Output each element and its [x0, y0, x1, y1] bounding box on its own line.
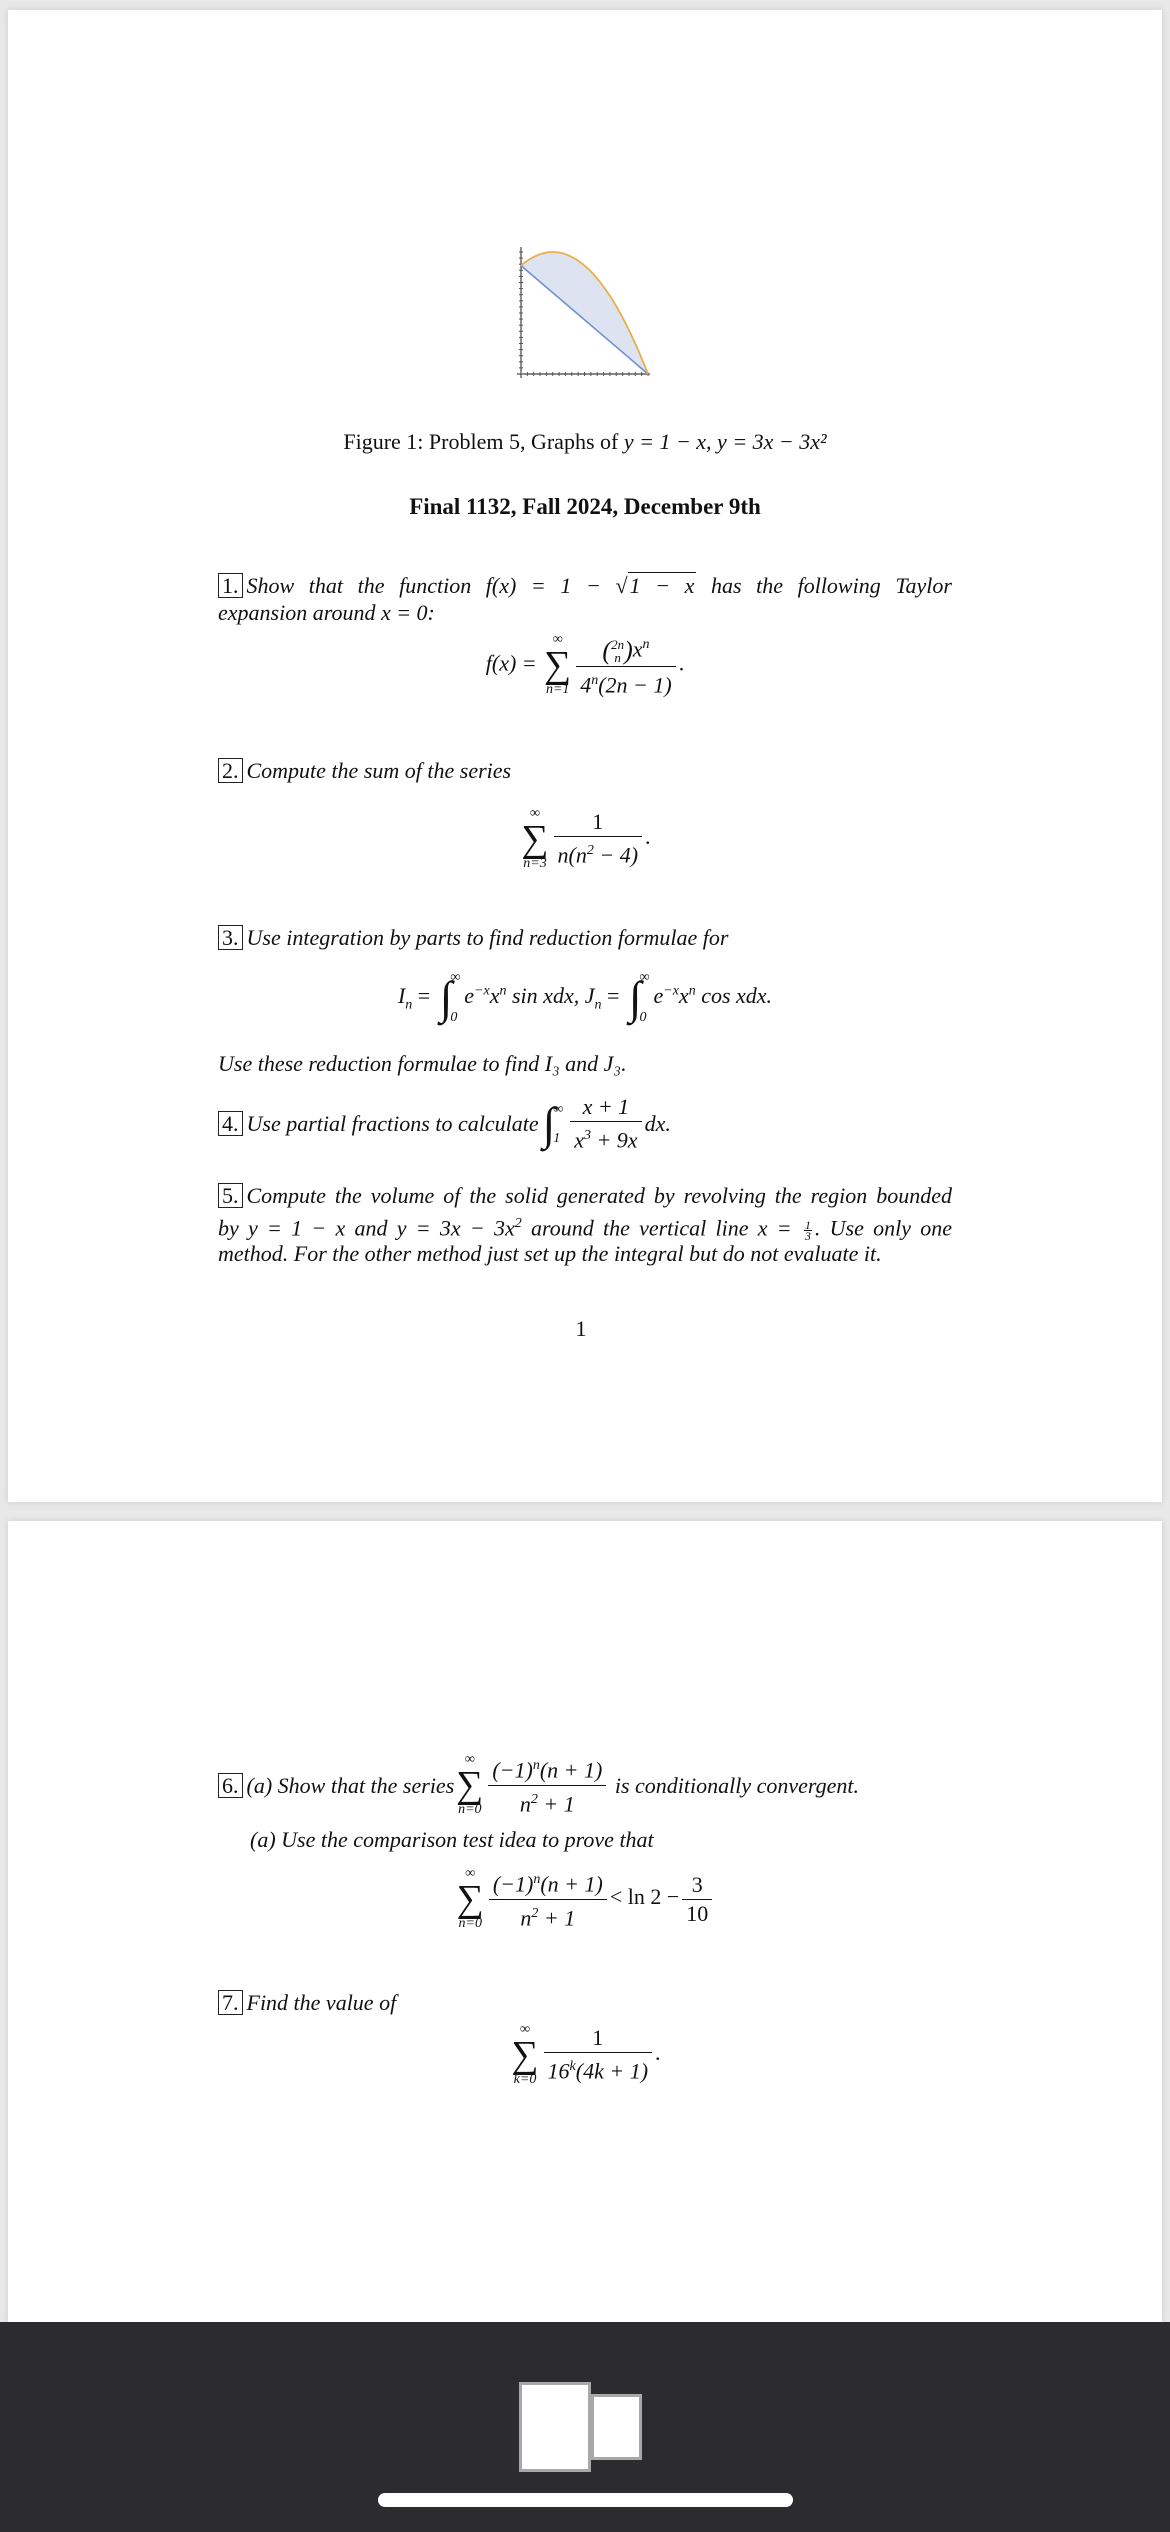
period: .: [645, 824, 651, 850]
upper-limit: ∞: [520, 2022, 530, 2037]
problem-4: [218, 1094, 671, 1153]
problem-7-text: [218, 1989, 396, 2016]
problem-6-part-a: [218, 1752, 859, 1818]
exam-title: Final 1132, Fall 2024, December 9th: [409, 494, 761, 519]
period: .: [655, 2040, 661, 2066]
numerator: 1: [544, 2025, 652, 2053]
summation: [457, 1866, 484, 1932]
integral: [440, 970, 461, 1026]
lower: 0: [450, 1010, 458, 1025]
exp: 2: [514, 1216, 522, 1231]
binom-bottom: n: [614, 650, 621, 666]
sigma: ∑: [456, 1878, 484, 1920]
num: x: [632, 636, 643, 662]
exp: n: [532, 1758, 540, 1774]
math: 1 − x: [629, 573, 695, 598]
exp: 2: [531, 1905, 539, 1921]
e: e: [464, 983, 475, 1009]
problem-number-2: 2.: [218, 758, 243, 783]
period: .: [678, 650, 685, 676]
problem-2-formula: [519, 806, 650, 872]
lower: 1: [553, 1130, 561, 1146]
problem-number-1: 1.: [218, 573, 243, 598]
integral: [629, 970, 650, 1026]
text: (a) Show that the series: [246, 1772, 455, 1798]
binom-top: 2n: [611, 637, 625, 653]
lower-limit: n=3: [523, 856, 547, 871]
I: I: [397, 983, 406, 1009]
text: Use partial fractions to calculate: [246, 1111, 539, 1137]
upper: ∞: [639, 970, 650, 985]
exp: 2: [586, 843, 594, 859]
figure-caption: [0, 428, 1170, 455]
summation: [511, 2022, 538, 2088]
sigma: ∑: [456, 1764, 484, 1806]
sigma: ∑: [544, 644, 572, 687]
numerator: 1: [804, 1217, 811, 1232]
exp: n: [642, 637, 650, 652]
text: has the following Taylor: [696, 573, 952, 598]
eq: =: [412, 983, 431, 1009]
num: (n + 1): [539, 1757, 603, 1783]
problem-3-followup: Use these reduction formulae to find I₃ and J₃.: [218, 1051, 627, 1076]
problem-number-7: 7.: [218, 1990, 243, 2015]
text: Compute the volume of the solid generated by revolving the region bounded: [246, 1183, 952, 1208]
sigma: ∑: [511, 2034, 539, 2076]
num: (−1): [492, 1757, 533, 1783]
fraction: [576, 632, 676, 699]
thumbnail-page-1[interactable]: [519, 2382, 591, 2472]
problem-1-formula: [486, 632, 684, 699]
problem-1-line-2: expansion around x = 0:: [218, 600, 435, 625]
den: + 1: [538, 1904, 576, 1930]
problem-3-text: [218, 924, 728, 951]
exp: n: [499, 983, 507, 999]
integral-sign: ∫: [628, 972, 642, 1023]
sub: n: [594, 997, 602, 1013]
exp: n: [688, 983, 696, 999]
relation: < ln 2 −: [609, 1884, 680, 1910]
sub: n: [405, 997, 413, 1013]
fraction: [570, 1094, 641, 1153]
J: J: [584, 983, 595, 1009]
figure-graph: [0, 0, 1170, 420]
denominator: 3: [804, 1228, 811, 1243]
summation: [456, 1752, 483, 1818]
caption-text: Figure 1: Problem 5, Graphs of: [343, 429, 624, 454]
upper-limit: ∞: [530, 806, 540, 821]
upper-limit: ∞: [464, 1752, 475, 1767]
integrand: cos xdx.: [695, 983, 773, 1009]
problem-3-formula: [398, 970, 772, 1026]
exp: k: [569, 2059, 576, 2075]
den: + 1: [537, 1790, 575, 1816]
problem-6-formula: [455, 1866, 716, 1932]
exp: 2: [530, 1791, 538, 1807]
fraction: [488, 1753, 606, 1817]
problem-number-3: 3.: [218, 925, 243, 950]
numerator: x + 1: [570, 1094, 641, 1122]
x: x: [489, 983, 500, 1009]
exp: −x: [663, 983, 679, 999]
fraction: [489, 1867, 607, 1931]
upper: ∞: [553, 1101, 564, 1117]
lower-limit: n=0: [458, 1802, 482, 1817]
problem-number-6: 6.: [218, 1773, 243, 1798]
den: + 9x: [590, 1127, 638, 1153]
lower-limit: n=1: [545, 682, 570, 698]
problem-number-4: 4.: [218, 1111, 243, 1136]
num: (n + 1): [540, 1871, 603, 1897]
text: is conditionally convergent.: [614, 1772, 860, 1798]
den: − 4): [593, 842, 639, 868]
text: by y = 1 − x and y = 3x − 3x: [218, 1215, 515, 1241]
numerator: 3: [682, 1872, 712, 1900]
problem-7-formula: [509, 2022, 660, 2088]
exp: n: [533, 1872, 541, 1888]
problem-6-part-b: (a) Use the comparison test idea to prove that: [250, 1827, 654, 1852]
upper-limit: ∞: [552, 632, 563, 648]
integral: [543, 1096, 564, 1152]
exp: −x: [474, 983, 490, 999]
den: n: [520, 1904, 532, 1930]
sigma: ∑: [521, 818, 549, 860]
problem-1-line-1: [218, 572, 952, 599]
den: x: [574, 1127, 584, 1153]
integrand: sin xdx,: [506, 983, 585, 1009]
home-indicator[interactable]: [378, 2493, 793, 2507]
thumbnail-page-2[interactable]: [591, 2394, 642, 2460]
x: x: [678, 983, 689, 1009]
den: 4: [580, 672, 592, 698]
text: around the vertical line x =: [521, 1215, 801, 1241]
lower-limit: k=0: [513, 2072, 537, 2087]
integral-sign: ∫: [542, 1097, 556, 1149]
caption-math: y = 1 − x, y = 3x − 3x²: [623, 429, 827, 454]
denominator: 10: [686, 1900, 709, 1926]
upper-limit: ∞: [465, 1866, 476, 1881]
dx: dx.: [644, 1111, 671, 1137]
summation: [521, 806, 548, 872]
summation: [544, 632, 571, 698]
text: Compute the sum of the series: [246, 758, 512, 783]
eq: =: [601, 983, 620, 1009]
exp: 3: [583, 1128, 591, 1143]
problem-2-text: [218, 757, 511, 784]
integral-sign: ∫: [439, 972, 453, 1023]
lower-limit: n=0: [458, 1916, 482, 1931]
binomial: ( 2n n ): [602, 636, 633, 666]
num: (−1): [492, 1871, 534, 1897]
problem-5-line-2: [218, 1210, 952, 1243]
problem-number-5: 5.: [218, 1183, 243, 1208]
den: 16: [547, 2058, 570, 2084]
text: Use integration by parts to find reduction formulae for: [246, 925, 729, 950]
math: f(x) = 1 −: [485, 573, 616, 598]
problem-5-line-1: [218, 1182, 952, 1209]
den: (2n − 1): [598, 672, 672, 698]
text: . Use only one: [814, 1215, 952, 1241]
problem-5-line-3: method. For the other method just set up the integral but do not evaluate it.: [218, 1241, 882, 1266]
den: n: [519, 1790, 531, 1816]
shaded-region: [521, 252, 648, 374]
page-number: 1: [575, 1316, 587, 1341]
fraction: [554, 809, 643, 868]
exp: n: [591, 673, 599, 689]
text: Show that the function: [246, 573, 486, 598]
fraction-3-10: [682, 1872, 712, 1927]
sqrt-sign: √: [615, 573, 628, 598]
upper: ∞: [450, 970, 461, 985]
text: Find the value of: [246, 1990, 397, 2015]
den: (4k + 1): [575, 2058, 649, 2084]
fraction: [544, 2025, 652, 2084]
numerator: 1: [554, 809, 643, 837]
e: e: [653, 983, 664, 1009]
den: n(n: [557, 842, 587, 868]
lhs: f(x) =: [485, 650, 537, 676]
fraction-one-third: [804, 1217, 812, 1243]
lower: 0: [639, 1010, 647, 1025]
